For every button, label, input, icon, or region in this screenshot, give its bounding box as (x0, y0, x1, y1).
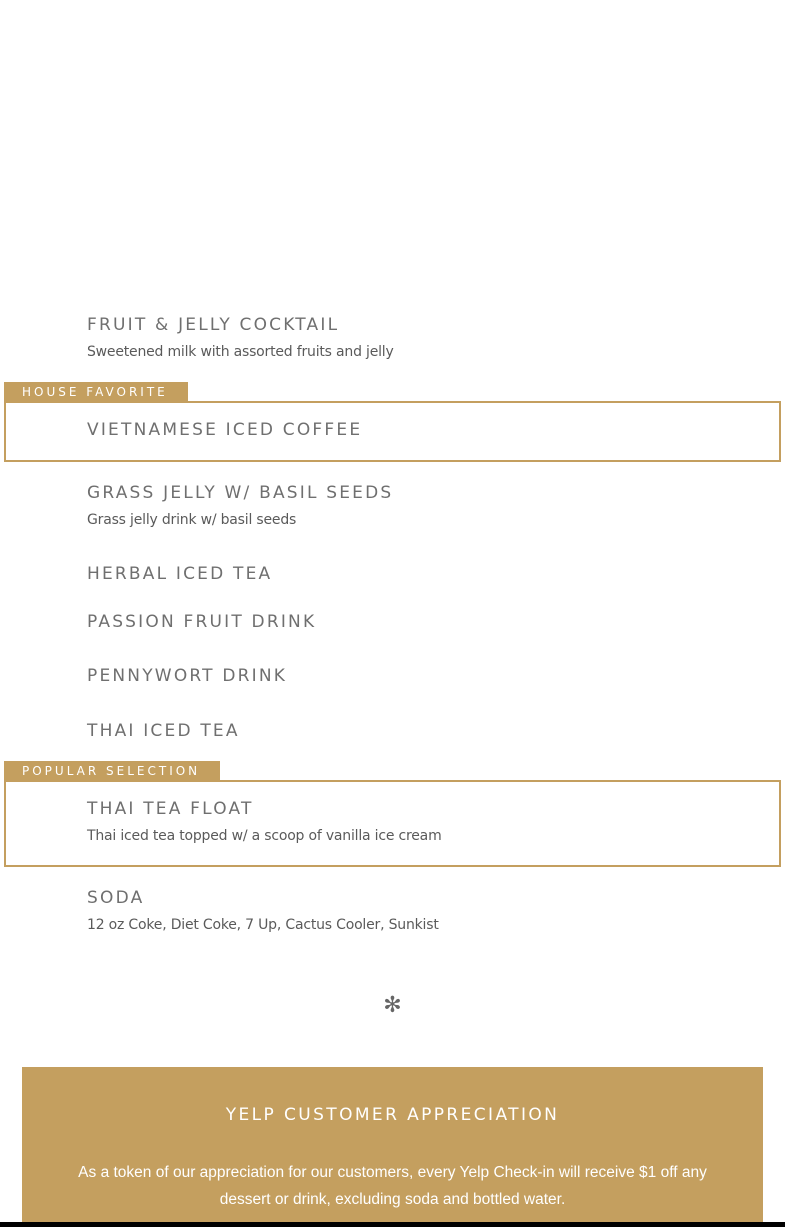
promo-title: YELP CUSTOMER APPRECIATION (225, 1105, 560, 1125)
menu-item-description: Grass jelly drink w/ basil seeds (87, 512, 297, 528)
menu-item-name: GRASS JELLY W/ BASIL SEEDS (87, 483, 394, 503)
menu-item-name: VIETNAMESE ICED COFFEE (87, 420, 363, 440)
menu-item-name: HERBAL ICED TEA (87, 564, 273, 584)
menu-item-name: THAI ICED TEA (87, 721, 240, 741)
menu-item-description: Thai iced tea topped w/ a scoop of vanilla ice cream (87, 828, 442, 844)
popular-selection-badge: POPULAR SELECTION (4, 761, 220, 781)
house-favorite-badge: HOUSE FAVORITE (4, 382, 188, 402)
menu-item-name: PENNYWORT DRINK (87, 666, 288, 686)
menu-item-description: 12 oz Coke, Diet Coke, 7 Up, Cactus Cooler, Sunkist (87, 917, 439, 933)
menu-item-description: Sweetened milk with assorted fruits and jelly (87, 344, 394, 360)
menu-item-name: PASSION FRUIT DRINK (87, 612, 317, 632)
promo-text: As a token of our appreciation for our customers, every Yelp Check-in will receive $1 off any dessert or drink, excluding soda and bottled water. (78, 1164, 707, 1208)
featured-item-box (4, 780, 781, 867)
menu-item-name: SODA (87, 888, 145, 908)
asterisk-separator-icon: ✻ (383, 993, 402, 1018)
bottom-edge-bar (0, 1222, 785, 1227)
menu-item-name: FRUIT & JELLY COCKTAIL (87, 315, 340, 335)
menu-item-name: THAI TEA FLOAT (87, 799, 254, 819)
yelp-promo-panel (22, 1067, 763, 1227)
